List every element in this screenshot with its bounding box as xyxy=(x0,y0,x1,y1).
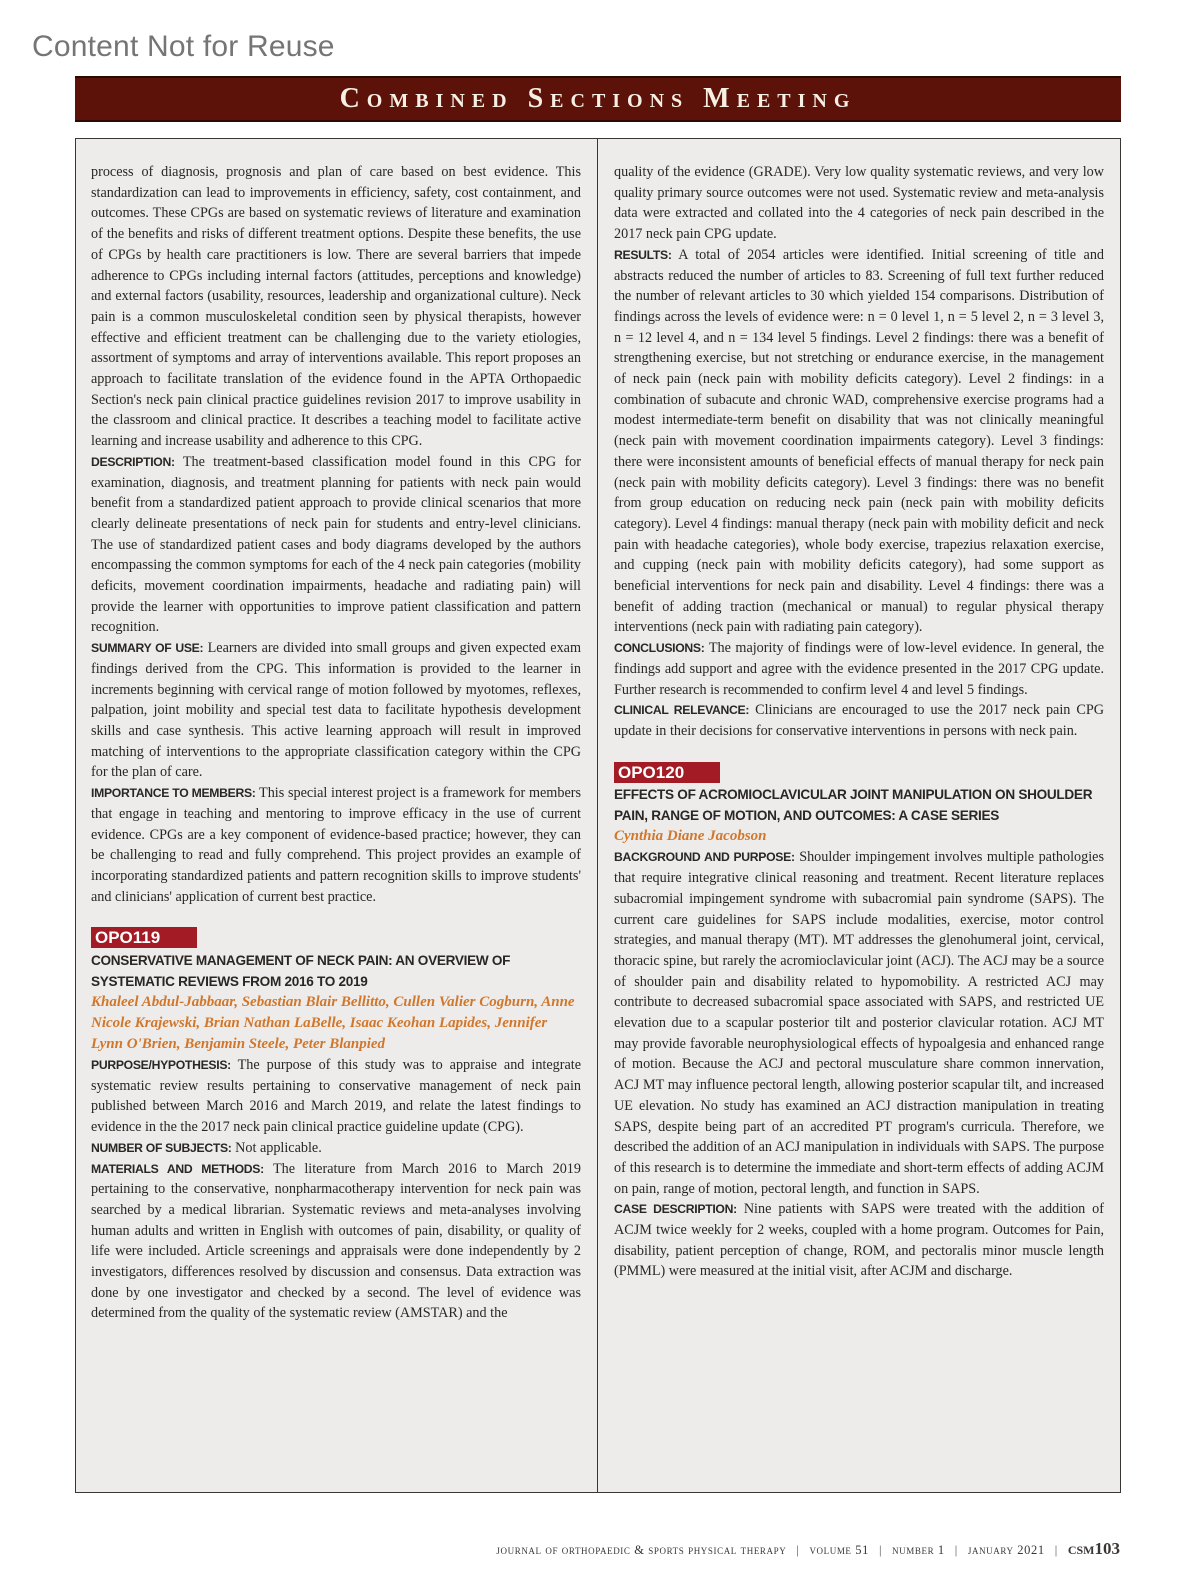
case-text: Nine patients with SAPS were treated with the addition of ACJM twice weekly for 2 weeks, coupled with a home program. Outcomes for Pain, disability, patient perception of change, ROM, and pectoralis minor muscle length (PMML) were measured at the initial visit, after ACJM and discharge. xyxy=(614,1201,1104,1280)
abstract-authors: Khaleel Abdul-Jabbaar, Sebastian Blair Bellitto, Cullen Valier Cogburn, Anne Nicole Krajewski, Brian Nathan LaBelle, Isaac Keohan Lapides, Jennifer Lynn O'Brien, Benjamin Steele, Peter Blanpied xyxy=(91,994,575,1053)
abstract-id-badge: OPO119 xyxy=(91,927,197,948)
column-divider xyxy=(597,138,598,1493)
conclusions-text: The majority of findings were of low-level evidence. In general, the findings add support and agree with the evidence presented in the 2017 CPG update. Further research is recommended to confirm level 4 and level 5 findings. xyxy=(614,640,1105,698)
importance-text: This special interest project is a framework for members that engage in teaching and mentoring to improve efficacy in the use of current evidence. CPGs are a key component of evidence-based practice; however, they can be challenging to read and fully comprehend. This project provides an example of incorporating standardized patients and pattern recognition skills to improve students' and clinicians' application of current best practice. xyxy=(91,785,581,905)
banner-title: Combined Sections Meeting xyxy=(339,83,857,114)
footer-number: number 1 xyxy=(892,1543,945,1557)
background-text: Shoulder impingement involves multiple pathologies that require integrative clinical reasoning and treatment. Recent literature replaces subacromial impingement syndrome with subacromial pain syndrome (SAPS). The current care guidelines for SAPS include modalities, exercise, motor control strategies, and manual therapy (MT). MT addresses the glenohumeral joint, cervical, thoracic spine, but rarely the acromioclavicular joint (ACJ). The ACJ may be a source of shoulder pain and disability related to hypomobility. A restricted ACJ may contribute to decreased subacromial space associated with SAPS, and restricted UE elevation due to a scapular posterior tilt and posterior clavicular rotation. ACJ MT may provide favorable neurophysiological effects of hypoalgesia and enhanced range of motion. Because the ACJ and pectoral musculature share common innervation, ACJ MT may influence pectoral length, allowing posterior scapular tilt, and increased UE elevation. No study has examined an ACJ distraction manipulation in treating SAPS, despite being part of an accredited PT program's curricula. Therefore, we described the addition of an ACJ manipulation in individuals with SAPS. The purpose of this research is to determine the immediate and short-term effects of adding ACJM on pain, range of motion, pectoral length, and function in SAPS. xyxy=(614,849,1104,1197)
methods-label: MATERIALS AND METHODS: xyxy=(91,1161,264,1176)
watermark: Content Not for Reuse xyxy=(32,30,335,63)
conclusions-label: CONCLUSIONS: xyxy=(614,641,705,656)
summary-text: Learners are divided into small groups and given expected exam findings derived from the CPG. This information is provided to the learner in increments beginning with cervical range of motion followed by myotomes, reflexes, palpation, joint mobility and special test data to facilitate hypothesis development skills and case synthesis. This active learning approach will result in improved matching of interventions to the appropriate classification category within the CPG for the plan of care. xyxy=(91,640,581,781)
methods-paragraph xyxy=(91,1159,581,1325)
summary-label: SUMMARY OF USE: xyxy=(91,641,204,656)
abstract-authors: Cynthia Diane Jacobson xyxy=(614,828,767,845)
description-text: The treatment-based classification model found in this CPG for examination, diagnosis, and treatment planning for patients with neck pain would benefit from a standardized patient approach to provide clinical scenarios that more clearly delineate presentations of neck pain for students and entry-level clinicians. The use of standardized patient cases and body diagrams developed by the authors encompassing the common symptoms for each of the 4 neck pain categories (mobility deficits, movement coordination impairments, headache and radiating pain) will provide the learner with opportunities to improve patient classification and pattern recognition. xyxy=(91,453,582,636)
background-label: BACKGROUND AND PURPOSE: xyxy=(614,850,795,865)
page-number: csm103 xyxy=(1067,1539,1120,1558)
relevance-label: CLINICAL RELEVANCE: xyxy=(614,703,750,718)
case-label: CASE DESCRIPTION: xyxy=(614,1202,737,1217)
footer-separator: | xyxy=(796,1543,800,1557)
subjects-paragraph xyxy=(91,1138,581,1159)
footer-separator: | xyxy=(954,1543,958,1557)
right-column xyxy=(614,162,1104,1282)
left-column xyxy=(91,162,581,1324)
case-paragraph xyxy=(614,1199,1104,1282)
abstract-title: EFFECTS OF ACROMIOCLAVICULAR JOINT MANIPULATION ON SHOULDER PAIN, RANGE OF MOTION, AND OUTCOMES: A CASE SERIES xyxy=(614,787,1093,824)
abstract-title: CONSERVATIVE MANAGEMENT OF NECK PAIN: AN OVERVIEW OF SYSTEMATIC REVIEWS FROM 2016 TO 2019 xyxy=(91,953,511,990)
results-text: A total of 2054 articles were identified. Initial screening of title and abstracts reduced the number of articles to 83. Screening of full text further reduced the number of relevant articles to 30 which yielded 154 comparisons. Distribution of findings across the levels of evidence were: n = 0 level 1, n = 5 level 2, n = 3 level 3, n = 12 level 4, and n = 134 level 5 findings. Level 2 findings: there was a benefit of strengthening exercise, but not stretching or endurance exercise, in the management of neck pain (neck pain with mobility deficits category). Level 2 findings: in a combination of subacute and chronic WAD, comprehensive exercise programs had a modest intermediate-term benefit on disability that was not clinically meaningful (neck pain with movement coordination impairments category). Level 3 findings: there were inconsistent amounts of beneficial effects of manual therapy for neck pain (neck pain with mobility deficits category). Level 3 findings: there was no benefit from group education on reducing neck pain (neck pain with mobility deficits category). Level 4 findings: manual therapy (neck pain with mobility deficit and neck pain with headache categories), whole body exercise, trapezius relaxation exercise, and cupping (neck pain with mobility deficits category), had some support as beneficial interventions for neck pain and disability. Level 4 findings: there was a benefit of adding traction (mechanical or manual) to regular physical therapy interventions (neck pain with radiating pain category). xyxy=(614,246,1105,636)
methods-text: The literature from March 2016 to March 2019 pertaining to the conservative, nonpharmacotherapy intervention for neck pain was searched by a medical librarian. Systematic reviews and meta-analyses involving human adults and written in English with outcomes of pain, disability, or quality of life were included. Article screenings and appraisals were done independently by 2 investigators, differences resolved by discussion and consensus. Data extraction was done by one investigator and checked by a second. The level of evidence was determined from the quality of the systematic review (AMSTAR) and the xyxy=(91,1160,581,1322)
purpose-text: The purpose of this study was to appraise and integrate systematic review results pertaining to conservative management of neck pain published between March 2016 and March 2019, and relate the latest findings to evidence in the the 2017 neck pain clinical practice guideline update (CPG). xyxy=(91,1057,582,1136)
subjects-label: NUMBER OF SUBJECTS: xyxy=(91,1140,232,1155)
section-banner xyxy=(75,76,1121,122)
background-paragraph xyxy=(614,847,1104,1199)
continuation-paragraph: quality of the evidence (GRADE). Very low quality systematic reviews, and very low quality primary source outcomes were not used. Systematic review and meta-analysis data were extracted and collated into the 4 categories of neck pain described in the 2017 neck pain CPG update. xyxy=(614,164,1104,243)
description-paragraph xyxy=(91,452,581,638)
footer-date: january 2021 xyxy=(967,1543,1045,1557)
purpose-label: PURPOSE/HYPOTHESIS: xyxy=(91,1058,231,1073)
results-label: RESULTS: xyxy=(614,247,672,262)
footer-separator: | xyxy=(1054,1543,1058,1557)
subjects-text: Not applicable. xyxy=(235,1139,322,1156)
relevance-text: Clinicians are encouraged to use the 2017 neck pain CPG update in their decisions for conservative interventions in persons with neck pain. xyxy=(614,702,1105,739)
conclusions-paragraph xyxy=(614,638,1104,700)
summary-paragraph xyxy=(91,638,581,783)
footer-separator: | xyxy=(878,1543,883,1557)
relevance-paragraph xyxy=(614,700,1104,741)
footer-journal: journal of orthopaedic & sports physical therapy xyxy=(496,1543,787,1557)
importance-label: IMPORTANCE TO MEMBERS: xyxy=(91,786,256,801)
footer-volume: volume 51 xyxy=(809,1543,869,1557)
results-paragraph xyxy=(614,245,1104,638)
page-footer xyxy=(496,1539,1120,1559)
importance-paragraph xyxy=(91,783,581,907)
intro-paragraph: process of diagnosis, prognosis and plan of care based on best evidence. This standardization can lead to improvements in efficiency, safety, cost containment, and outcomes. These CPGs are based on systematic reviews of literature and examination of the benefits and risks of different treatment options. Despite these benefits, the use of CPGs by health care practitioners is low. There are several barriers that impede adherence to CPGs including internal factors (attitudes, perceptions and knowledge) and external factors (usability, resources, leadership and organizational culture). Neck pain is a common musculoskeletal condition seen by physical therapists, however effective and efficient treatment can be challenging due to the variety etiologies, assortment of symptoms and array of interventions available. This report proposes an approach to facilitate translation of the evidence found in the APTA Orthopaedic Section's neck pain clinical practice guidelines revision 2017 to improve usability in the classroom and clinical practice. It describes a teaching model to facilitate active learning and increase usability and adherence to this CPG. xyxy=(91,164,581,450)
description-label: DESCRIPTION: xyxy=(91,454,175,469)
purpose-paragraph xyxy=(91,1055,581,1138)
abstract-id-badge: OPO120 xyxy=(614,762,720,783)
